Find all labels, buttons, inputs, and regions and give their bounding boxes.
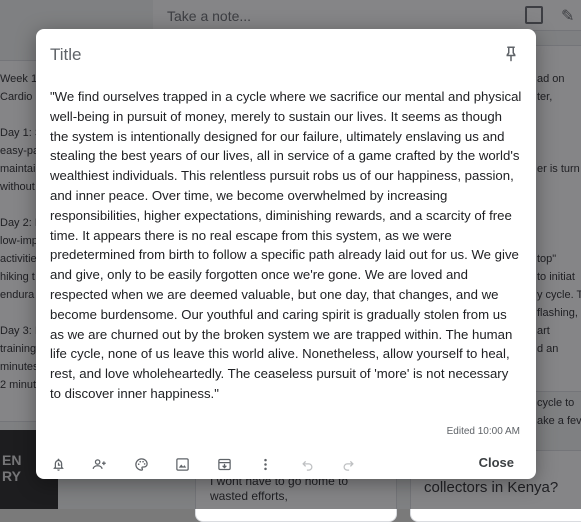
note-toolbar <box>36 447 536 479</box>
archive-icon[interactable] <box>213 453 235 475</box>
redo-icon[interactable] <box>337 453 359 475</box>
pin-icon[interactable] <box>502 45 520 63</box>
palette-icon[interactable] <box>130 453 152 475</box>
more-icon[interactable] <box>254 453 276 475</box>
note-body-text[interactable]: "We find ourselves trapped in a cycle where we sacrifice our mental and physical well-being in pursuit of money, merely to sustain our lives. It seems as though the system is intentionally designed for our failure, ultimately enslaving us and stealing the best years of our lives, all in service of a game crafted by the world's wealthiest individuals. This relentless pursuit robs us of our happiness, passion, and inner peace. Over time, we become overwhelmed by increasing responsibilities, higher expectations, diminishing rewards, and a scarcity of free time. It appears there is no real escape from this system, as we were predetermined from birth to follow a specific path already laid out for us. We give and give, only to be easily forgotten once we're gone. We are loved and respected when we are deemed valuable, but one day, that changes, and we become burdensome. Our youthful and caring spirit is gradually stolen from us as we are churned out by the broken system we are trapped within. The human life cycle, none of us leave this world alive. Nonetheless, allow yourself to heal, rest, and love wholeheartedly. The ceaseless pursuit of 'more' is not necessary to discover inner happiness." <box>50 89 522 401</box>
close-button[interactable]: Close <box>478 455 514 470</box>
note-editor-dialog <box>36 29 536 479</box>
remind-icon[interactable] <box>47 453 69 475</box>
edited-timestamp: Edited 10:00 AM <box>446 426 520 437</box>
collaborator-icon[interactable] <box>88 453 110 475</box>
note-title-input[interactable]: Title <box>50 45 82 64</box>
image-icon[interactable] <box>171 453 193 475</box>
undo-icon[interactable] <box>296 453 318 475</box>
